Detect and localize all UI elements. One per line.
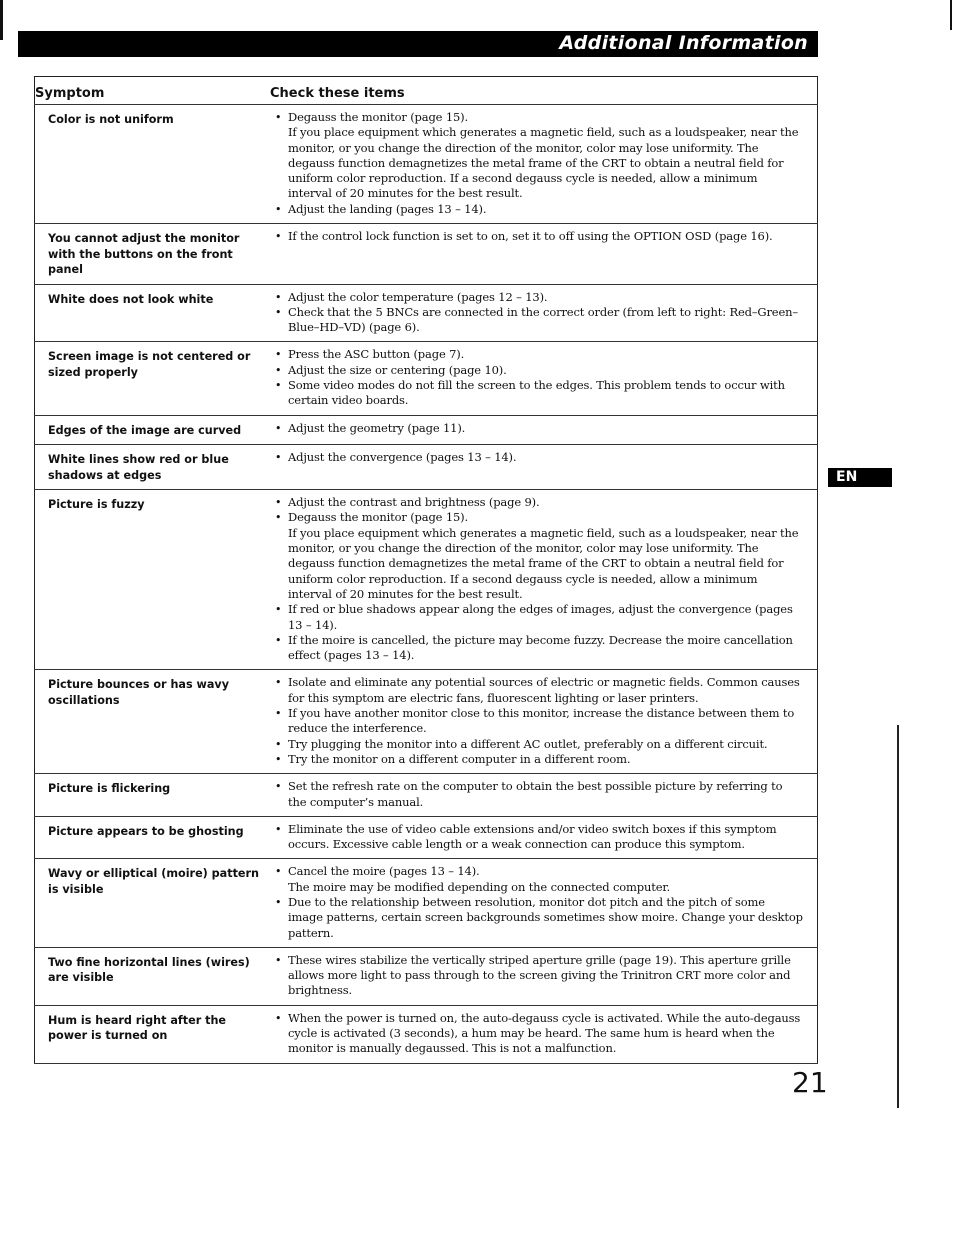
bullet-icon: • — [275, 496, 282, 510]
table-row — [35, 816, 818, 859]
check-items-cell — [270, 445, 818, 490]
check-items-list — [272, 495, 803, 663]
bullet-icon: • — [275, 230, 282, 244]
table-row — [35, 859, 818, 947]
symptom-cell: Wavy or elliptical (moire) pattern is visible — [35, 859, 271, 947]
check-item-text: If red or blue shadows appear along the edges of images, adjust the convergence (pages 13 – 14). — [288, 602, 793, 632]
crop-mark-left — [0, 0, 3, 40]
table-body — [35, 105, 818, 1064]
symptom-cell: Two fine horizontal lines (wires) are visible — [35, 947, 271, 1005]
check-items-cell — [270, 224, 818, 285]
check-item-detail: If you place equipment which generates a magnetic field, such as a loudspeaker, near the monitor, or you change the direction of the monitor, color may lose uniformity. The degauss function demagnetizes the metal frame of the CRT to obtain a neutral field for uniform color reproduction. If a second degauss cycle is needed, allow a minimum interval of 20 minutes for the best result. — [288, 525, 799, 601]
check-items-cell — [270, 947, 818, 1005]
bullet-icon: • — [275, 111, 282, 124]
table-row — [35, 284, 818, 342]
bullet-icon: • — [275, 202, 282, 216]
check-item — [272, 752, 803, 767]
check-items-list — [272, 421, 803, 436]
bullet-icon: • — [275, 822, 282, 836]
check-item — [272, 450, 803, 465]
symptom-cell: White does not look white — [35, 284, 271, 342]
bullet-icon: • — [275, 737, 282, 751]
symptom-cell: Screen image is not centered or sized properly — [35, 342, 271, 415]
page-number: 21 — [792, 1066, 828, 1099]
troubleshooting-table — [34, 76, 818, 1064]
check-items-list — [272, 779, 803, 810]
check-item — [272, 495, 803, 510]
check-items-cell — [270, 774, 818, 817]
check-items-list — [272, 290, 803, 336]
check-item-text: Eliminate the use of video cable extensions and/or video switch boxes if this symptom occurs. Excessive cable length or a weak connection can produce this symptom. — [288, 821, 777, 852]
bullet-icon: • — [275, 421, 282, 435]
check-items-cell — [270, 415, 818, 445]
column-header-symptom: Symptom — [35, 77, 271, 105]
language-tab: EN — [828, 468, 892, 487]
check-items-cell — [270, 670, 818, 774]
bullet-icon: • — [275, 511, 282, 525]
symptom-cell: White lines show red or blue shadows at edges — [35, 445, 271, 490]
check-item-text: Set the refresh rate on the computer to obtain the best possible picture by referring to the computer’s manual. — [288, 779, 783, 809]
bullet-icon: • — [275, 1011, 282, 1025]
bullet-icon: • — [275, 676, 282, 690]
bullet-icon: • — [275, 379, 282, 393]
check-item-text: Degauss the monitor (page 15). — [288, 510, 469, 525]
check-item-text: Isolate and eliminate any potential sources of electric or magnetic fields. Common causes for this symptom are electric fans, fluorescent lighting or laser printers. — [288, 675, 800, 705]
table-row — [35, 224, 818, 285]
symptom-cell: You cannot adjust the monitor with the buttons on the front panel — [35, 224, 271, 285]
check-item — [272, 895, 803, 941]
check-item — [272, 378, 803, 409]
check-item-text: Adjust the landing (pages 13 – 14). — [288, 201, 487, 216]
section-title: Additional Information — [559, 32, 808, 54]
check-item — [272, 737, 803, 752]
check-item-text: Adjust the color temperature (pages 12 – 13). — [288, 289, 548, 304]
check-items-cell — [270, 105, 818, 224]
check-item — [272, 864, 803, 895]
symptom-cell: Picture appears to be ghosting — [35, 816, 271, 859]
table-row — [35, 342, 818, 415]
check-item — [272, 229, 803, 244]
bullet-icon: • — [275, 752, 282, 766]
check-item — [272, 305, 803, 336]
symptom-cell: Picture is fuzzy — [35, 490, 271, 670]
check-item-text: Press the ASC button (page 7). — [288, 347, 465, 362]
check-item — [272, 706, 803, 737]
check-item-text: Adjust the geometry (page 11). — [288, 420, 466, 435]
check-item-text: Adjust the contrast and brightness (page 9). — [288, 495, 540, 510]
bullet-icon: • — [275, 780, 282, 794]
check-item-text: Some video modes do not fill the screen to the edges. This problem tends to occur with certain video boards. — [288, 378, 785, 408]
check-item — [272, 347, 803, 362]
check-item-text: Due to the relationship between resolution, monitor dot pitch and the pitch of some image patterns, certain screen backgrounds sometimes show moire. Change your desktop pattern. — [288, 894, 803, 940]
table-row — [35, 445, 818, 490]
check-item — [272, 363, 803, 378]
check-items-cell — [270, 490, 818, 670]
check-items-cell — [270, 1005, 818, 1063]
bullet-icon: • — [275, 953, 282, 967]
check-items-cell — [270, 816, 818, 859]
check-items-list — [272, 347, 803, 408]
check-items-list — [272, 1011, 803, 1057]
symptom-cell: Edges of the image are curved — [35, 415, 271, 445]
check-items-list — [272, 110, 803, 217]
check-item — [272, 202, 803, 217]
bullet-icon: • — [275, 451, 282, 465]
check-item-text: If the moire is cancelled, the picture may become fuzzy. Decrease the moire cancellation effect (pages 13 – 14). — [288, 632, 793, 663]
section-header-bar — [18, 31, 818, 57]
check-items-cell — [270, 284, 818, 342]
table-header-row — [35, 77, 818, 105]
symptom-cell: Picture is flickering — [35, 774, 271, 817]
check-item-text: These wires stabilize the vertically striped aperture grille (page 19). This aperture grille allows more light to pass through to the screen giving the Trinitron CRT more color and brightness. — [288, 952, 791, 998]
symptom-cell: Picture bounces or has wavy oscillations — [35, 670, 271, 774]
bullet-icon: • — [275, 348, 282, 362]
check-item-text: Adjust the convergence (pages 13 – 14). — [288, 450, 517, 465]
check-item — [272, 675, 803, 706]
bullet-icon: • — [275, 290, 282, 304]
check-item-text: Cancel the moire (pages 13 – 14). — [288, 864, 480, 879]
table-row — [35, 415, 818, 445]
table-row — [35, 490, 818, 670]
check-item — [272, 1011, 803, 1057]
check-item — [272, 953, 803, 999]
check-item — [272, 779, 803, 810]
symptom-cell: Color is not uniform — [35, 105, 271, 224]
bullet-icon: • — [275, 895, 282, 909]
side-rule — [897, 725, 899, 1108]
check-item-text: Adjust the size or centering (page 10). — [288, 362, 507, 377]
table-row — [35, 774, 818, 817]
check-item-text: Try the monitor on a different computer in a different room. — [288, 751, 631, 766]
check-items-list — [272, 450, 803, 465]
bullet-icon: • — [275, 633, 282, 647]
check-items-list — [272, 953, 803, 999]
check-item — [272, 633, 803, 664]
check-item-detail: The moire may be modified depending on the connected computer. — [288, 879, 670, 894]
check-items-list — [272, 229, 803, 244]
bullet-icon: • — [275, 363, 282, 377]
check-items-cell — [270, 342, 818, 415]
table-row — [35, 947, 818, 1005]
check-item — [272, 822, 803, 853]
check-item-detail: If you place equipment which generates a magnetic field, such as a loudspeaker, near the monitor, or you change the direction of the monitor, color may lose uniformity. The degauss function demagnetizes the metal frame of the CRT to obtain a neutral field for uniform color reproduction. If a second degauss cycle is needed, allow a minimum interval of 20 minutes for the best result. — [288, 125, 799, 201]
table-row — [35, 670, 818, 774]
check-item-text: If you have another monitor close to this monitor, increase the distance between them to reduce the interference. — [288, 706, 795, 736]
symptom-cell: Hum is heard right after the power is turned on — [35, 1005, 271, 1063]
check-item-text: Degauss the monitor (page 15). — [288, 110, 469, 124]
check-item-text: If the control lock function is set to on, set it to off using the OPTION OSD (page 16). — [288, 229, 773, 244]
check-item — [272, 602, 803, 633]
bullet-icon: • — [275, 707, 282, 721]
bullet-icon: • — [275, 865, 282, 879]
check-item-text: Try plugging the monitor into a different AC outlet, preferably on a different circuit. — [288, 736, 768, 751]
check-items-cell — [270, 859, 818, 947]
check-items-list — [272, 675, 803, 767]
check-item-text: Check that the 5 BNCs are connected in the correct order (from left to right: Red–Green–Blue–HD–VD) (page 6). — [288, 304, 798, 335]
bullet-icon: • — [275, 305, 282, 319]
column-header-check: Check these items — [270, 77, 818, 105]
check-item-text: When the power is turned on, the auto-degauss cycle is activated. While the auto-degauss cycle is activated (3 seconds), a hum may be heard. The same hum is heard when the monitor is manually degaussed. This is not a malfunction. — [288, 1010, 801, 1056]
check-items-list — [272, 822, 803, 853]
bullet-icon: • — [275, 603, 282, 617]
check-items-list — [272, 864, 803, 940]
crop-mark-right — [950, 0, 952, 30]
check-item — [272, 421, 803, 436]
check-item — [272, 290, 803, 305]
table-row — [35, 1005, 818, 1063]
check-item — [272, 510, 803, 602]
table-row — [35, 105, 818, 224]
check-item — [272, 110, 803, 202]
